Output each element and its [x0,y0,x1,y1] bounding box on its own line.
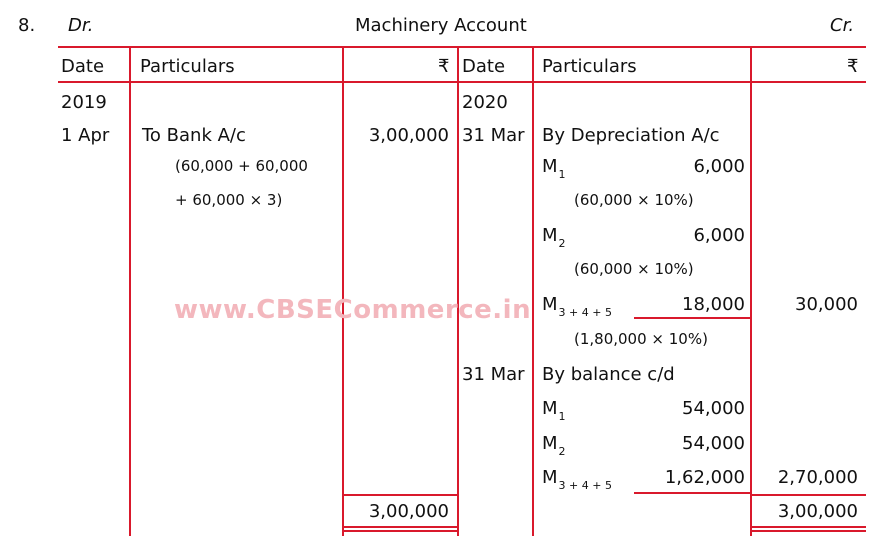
credit-date-2: 31 Mar [462,364,525,385]
watermark: www.CBSECommerce.in [174,295,532,325]
machine-m345-label: $M_{3 + 4 + 5}$ [542,294,612,319]
balance-m2-value: 54,000 [682,433,745,454]
debit-year: 2019 [61,92,107,113]
machine-m1-calc: (60,000 × 10%) [574,191,694,209]
col-header-particulars-left: Particulars [140,56,235,77]
header-top-rule [58,46,866,48]
machine-m2-calc: (60,000 × 10%) [574,260,694,278]
balance-m345-value: 1,62,000 [664,467,745,488]
balance-m2-label: $M_2$ [542,433,566,458]
debit-calc-line2: + 60,000 × 3) [175,191,283,209]
machine-m345-calc: (1,80,000 × 10%) [574,330,708,348]
col-divider-center [457,46,459,536]
account-title: Machinery Account [355,15,527,36]
col-divider-date-particulars-right [532,46,534,536]
balance-m1-value: 54,000 [682,398,745,419]
col-header-amount-right: ₹ [847,56,859,77]
debit-total: 3,00,000 [368,501,449,522]
credit-date-1: 31 Mar [462,125,525,146]
debit-amount: 3,00,000 [368,125,449,146]
balance-total: 2,70,000 [777,467,858,488]
col-divider-date-particulars-left [129,46,131,536]
col-divider-particulars-amount-right [750,46,752,536]
machine-m345-depreciation: 18,000 [682,294,745,315]
depreciation-subtotal-rule [634,317,750,319]
machine-m1-depreciation: 6,000 [693,156,745,177]
credit-total-top-rule [750,494,866,496]
balance-m345-label: $M_{3 + 4 + 5}$ [542,467,612,492]
col-header-amount-left: ₹ [438,56,450,77]
col-header-particulars-right: Particulars [542,56,637,77]
credit-label: Cr. [830,15,855,36]
credit-total: 3,00,000 [777,501,858,522]
col-header-date-right: Date [462,56,506,77]
debit-total-double-rule-1 [342,526,459,528]
balance-m1-label: $M_1$ [542,398,566,423]
debit-calc-line1: (60,000 + 60,000 [175,157,308,175]
machine-m2-depreciation: 6,000 [693,225,745,246]
credit-year: 2020 [462,92,508,113]
credit-particular-1: By Depreciation A/c [542,125,720,146]
credit-total-double-rule-1 [750,526,866,528]
credit-particular-2: By balance c/d [542,364,675,385]
debit-total-top-rule [342,494,459,496]
machine-m2-label: $M_2$ [542,225,566,250]
header-bottom-rule [58,81,866,83]
question-number: 8. [18,15,36,36]
debit-total-double-rule-2 [342,530,459,532]
debit-label: Dr. [68,15,94,36]
col-header-date-left: Date [61,56,105,77]
credit-total-double-rule-2 [750,530,866,532]
depreciation-total: 30,000 [795,294,858,315]
debit-date: 1 Apr [61,125,110,146]
debit-particular: To Bank A/c [142,125,246,146]
balance-subtotal-rule [634,492,750,494]
machine-m1-label: $M_1$ [542,156,566,181]
col-divider-particulars-amount-left [342,46,344,536]
